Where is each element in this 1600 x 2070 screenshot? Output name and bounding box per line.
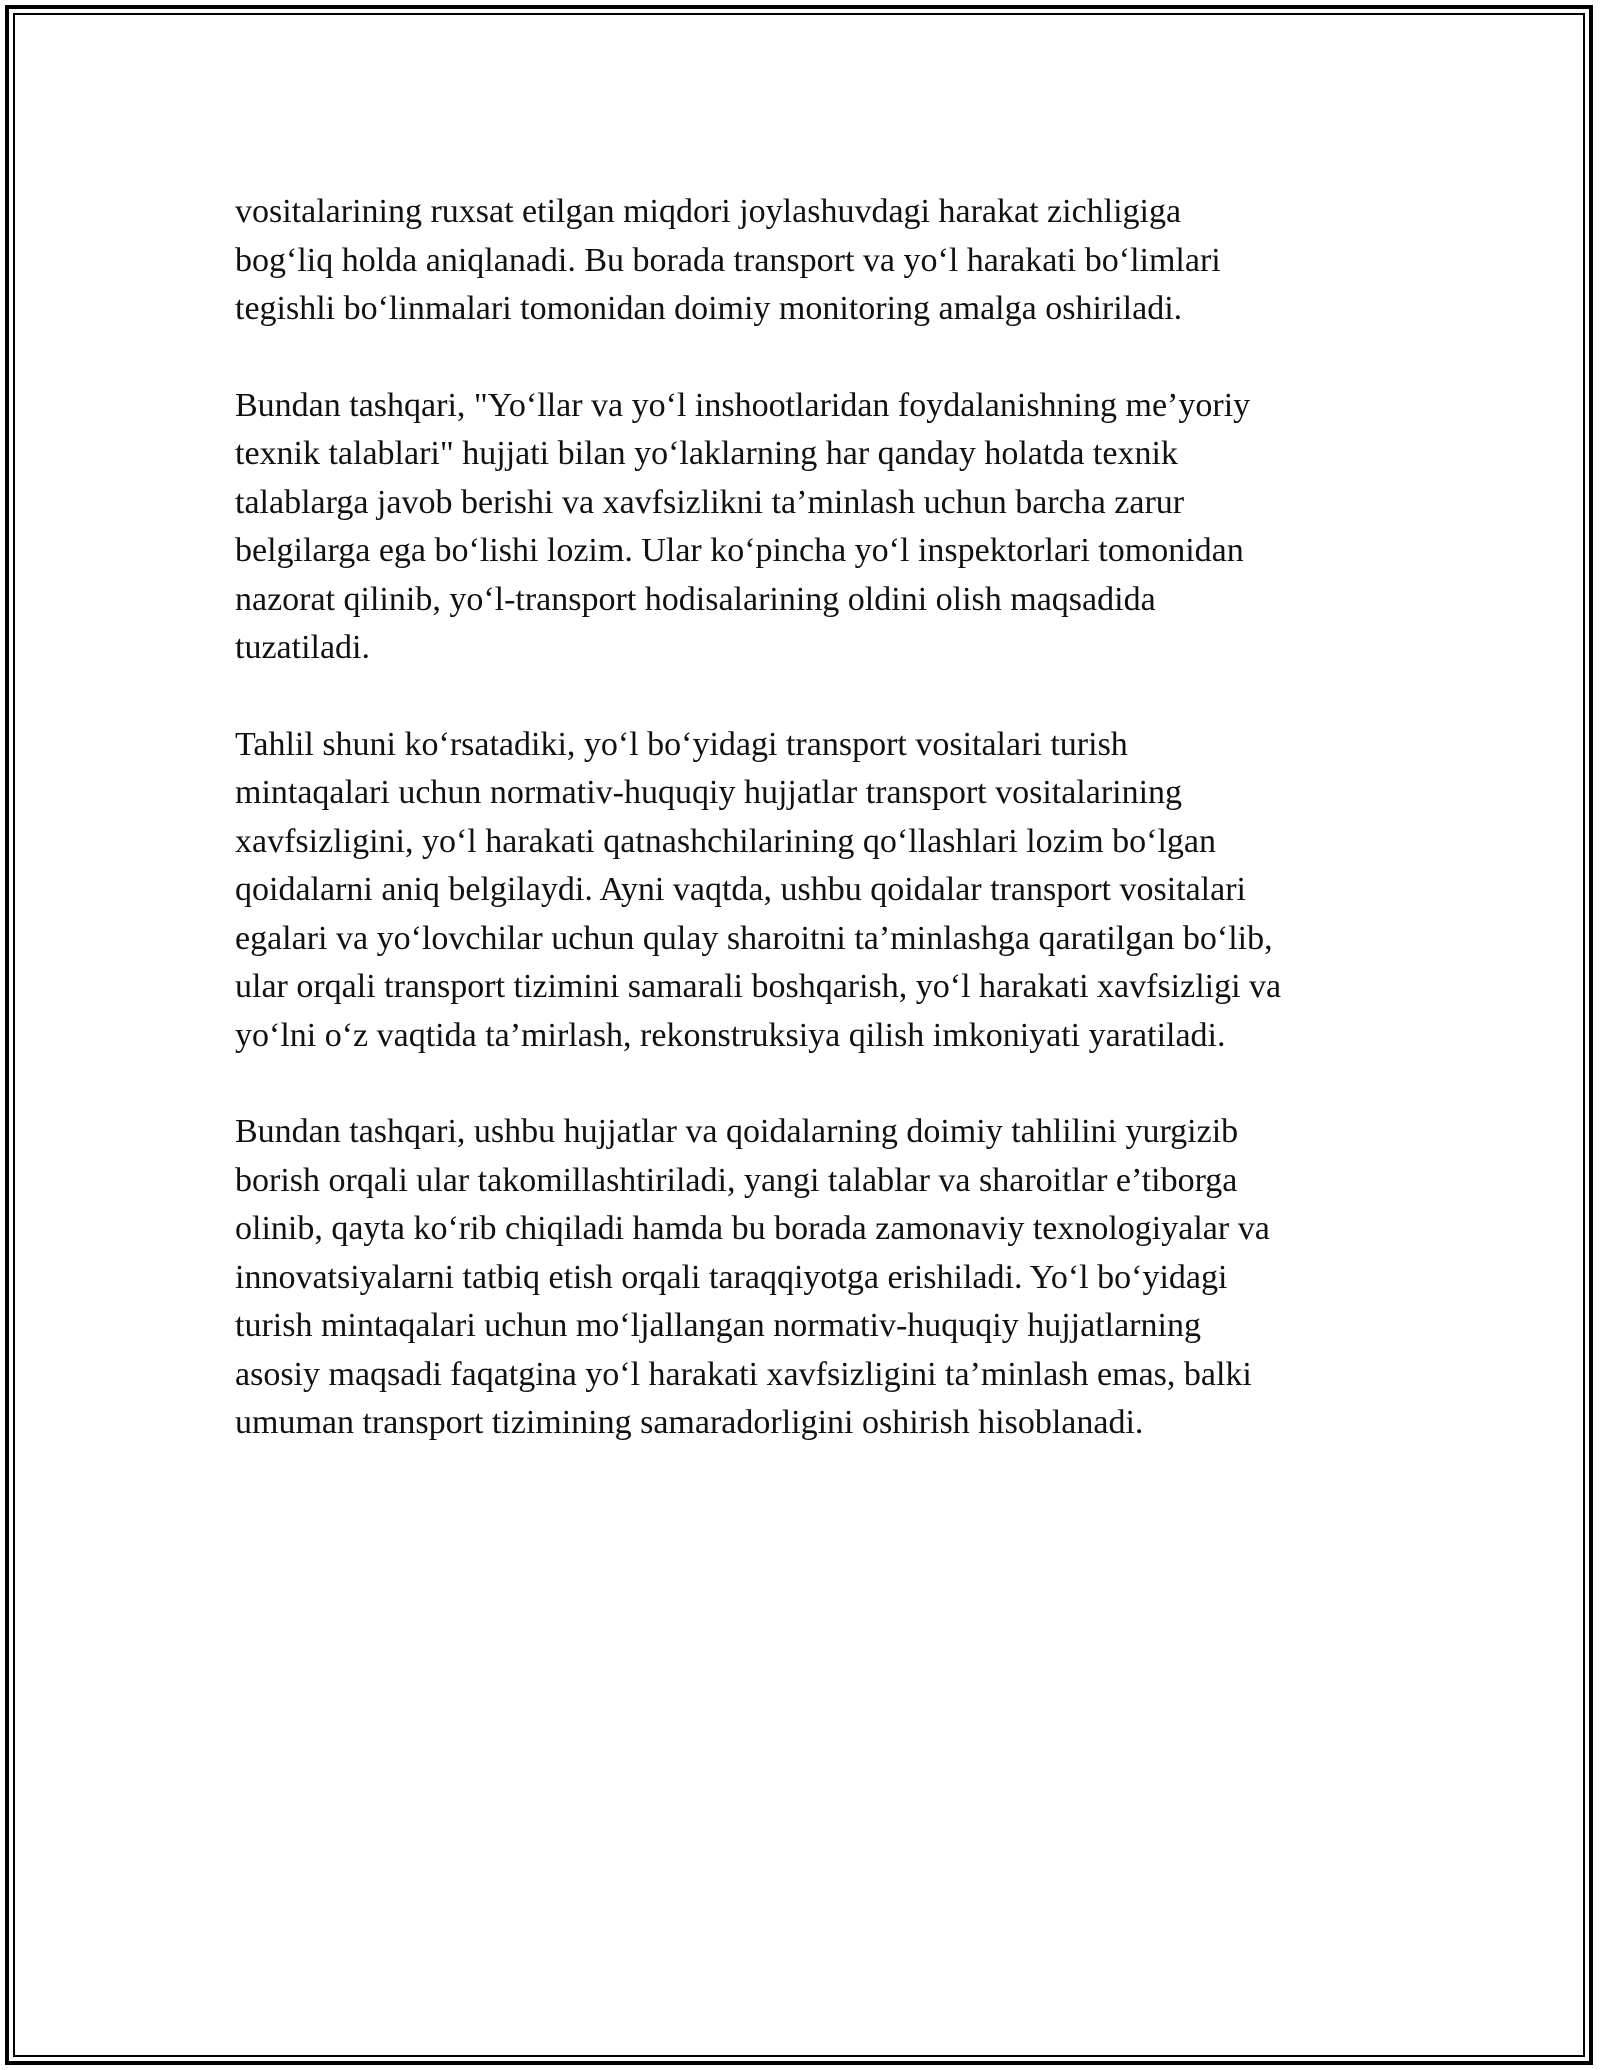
paragraph-3: Tahlil shuni ko‘rsatadiki, yo‘l bo‘yidagi transport vositalari turish mintaqalari uchun normativ-huquqiy hujjatlar transport vositalarining xavfsizligini, yo‘l harakati qatnashchilarining qo‘llashlari lozim bo‘lgan qoidalarni aniq belgilaydi. Ayni vaqtda, ushbu qoidalar transport vositalari egalari va yo‘lovchilar uchun qulay sharoitni ta’minlashga qaratilgan bo‘lib, ular orqali transport tizimini samarali boshqarish, yo‘l harakati xavfsizligi va yo‘lni o‘z vaqtida ta’mirlash, rekonstruksiya qilish imkoniyati yaratiladi.: [235, 725, 1282, 1054]
paragraph-1: vositalarining ruxsat etilgan miqdori joylashuvdagi harakat zichligiga bog‘liq holda aniqlanadi. Bu borada transport va yo‘l harakati bo‘limlari tegishli bo‘linmalari tomonidan doimiy monitoring amalga oshiriladi.: [235, 193, 1221, 327]
paragraph-2: Bundan tashqari, "Yo‘llar va yo‘l inshootlaridan foydalanishning me’yoriy texnik talablari" hujjati bilan yo‘laklarning har qanday holatda texnik talablarga javob berishi va xavfsizlikni ta’minlash uchun barcha zarur belgilarga ega bo‘lishi lozim. Ular ko‘pincha yo‘l inspektorlari tomonidan nazorat qilinib, yo‘l-transport hodisalarining oldini olish maqsadida tuzatiladi.: [235, 386, 1251, 666]
paragraph-4: Bundan tashqari, ushbu hujjatlar va qoidalarning doimiy tahlilini yurgizib borish orqali ular takomillashtiriladi, yangi talablar va sharoitlar e’tiborga olinib, qayta ko‘rib chiqiladi hamda bu borada zamonaviy texnologiyalar va innovatsiyalarni tatbiq etish orqali taraqqiyotga erishiladi. Yo‘l bo‘yidagi turish mintaqalari uchun mo‘ljallangan normativ-huquqiy hujjatlarning asosiy maqsadi faqatgina yo‘l harakati xavfsizligini ta’minlash emas, balki umuman transport tizimining samaradorligini oshirish hisoblanadi.: [235, 1113, 1270, 1441]
document-body: [235, 188, 1395, 1496]
